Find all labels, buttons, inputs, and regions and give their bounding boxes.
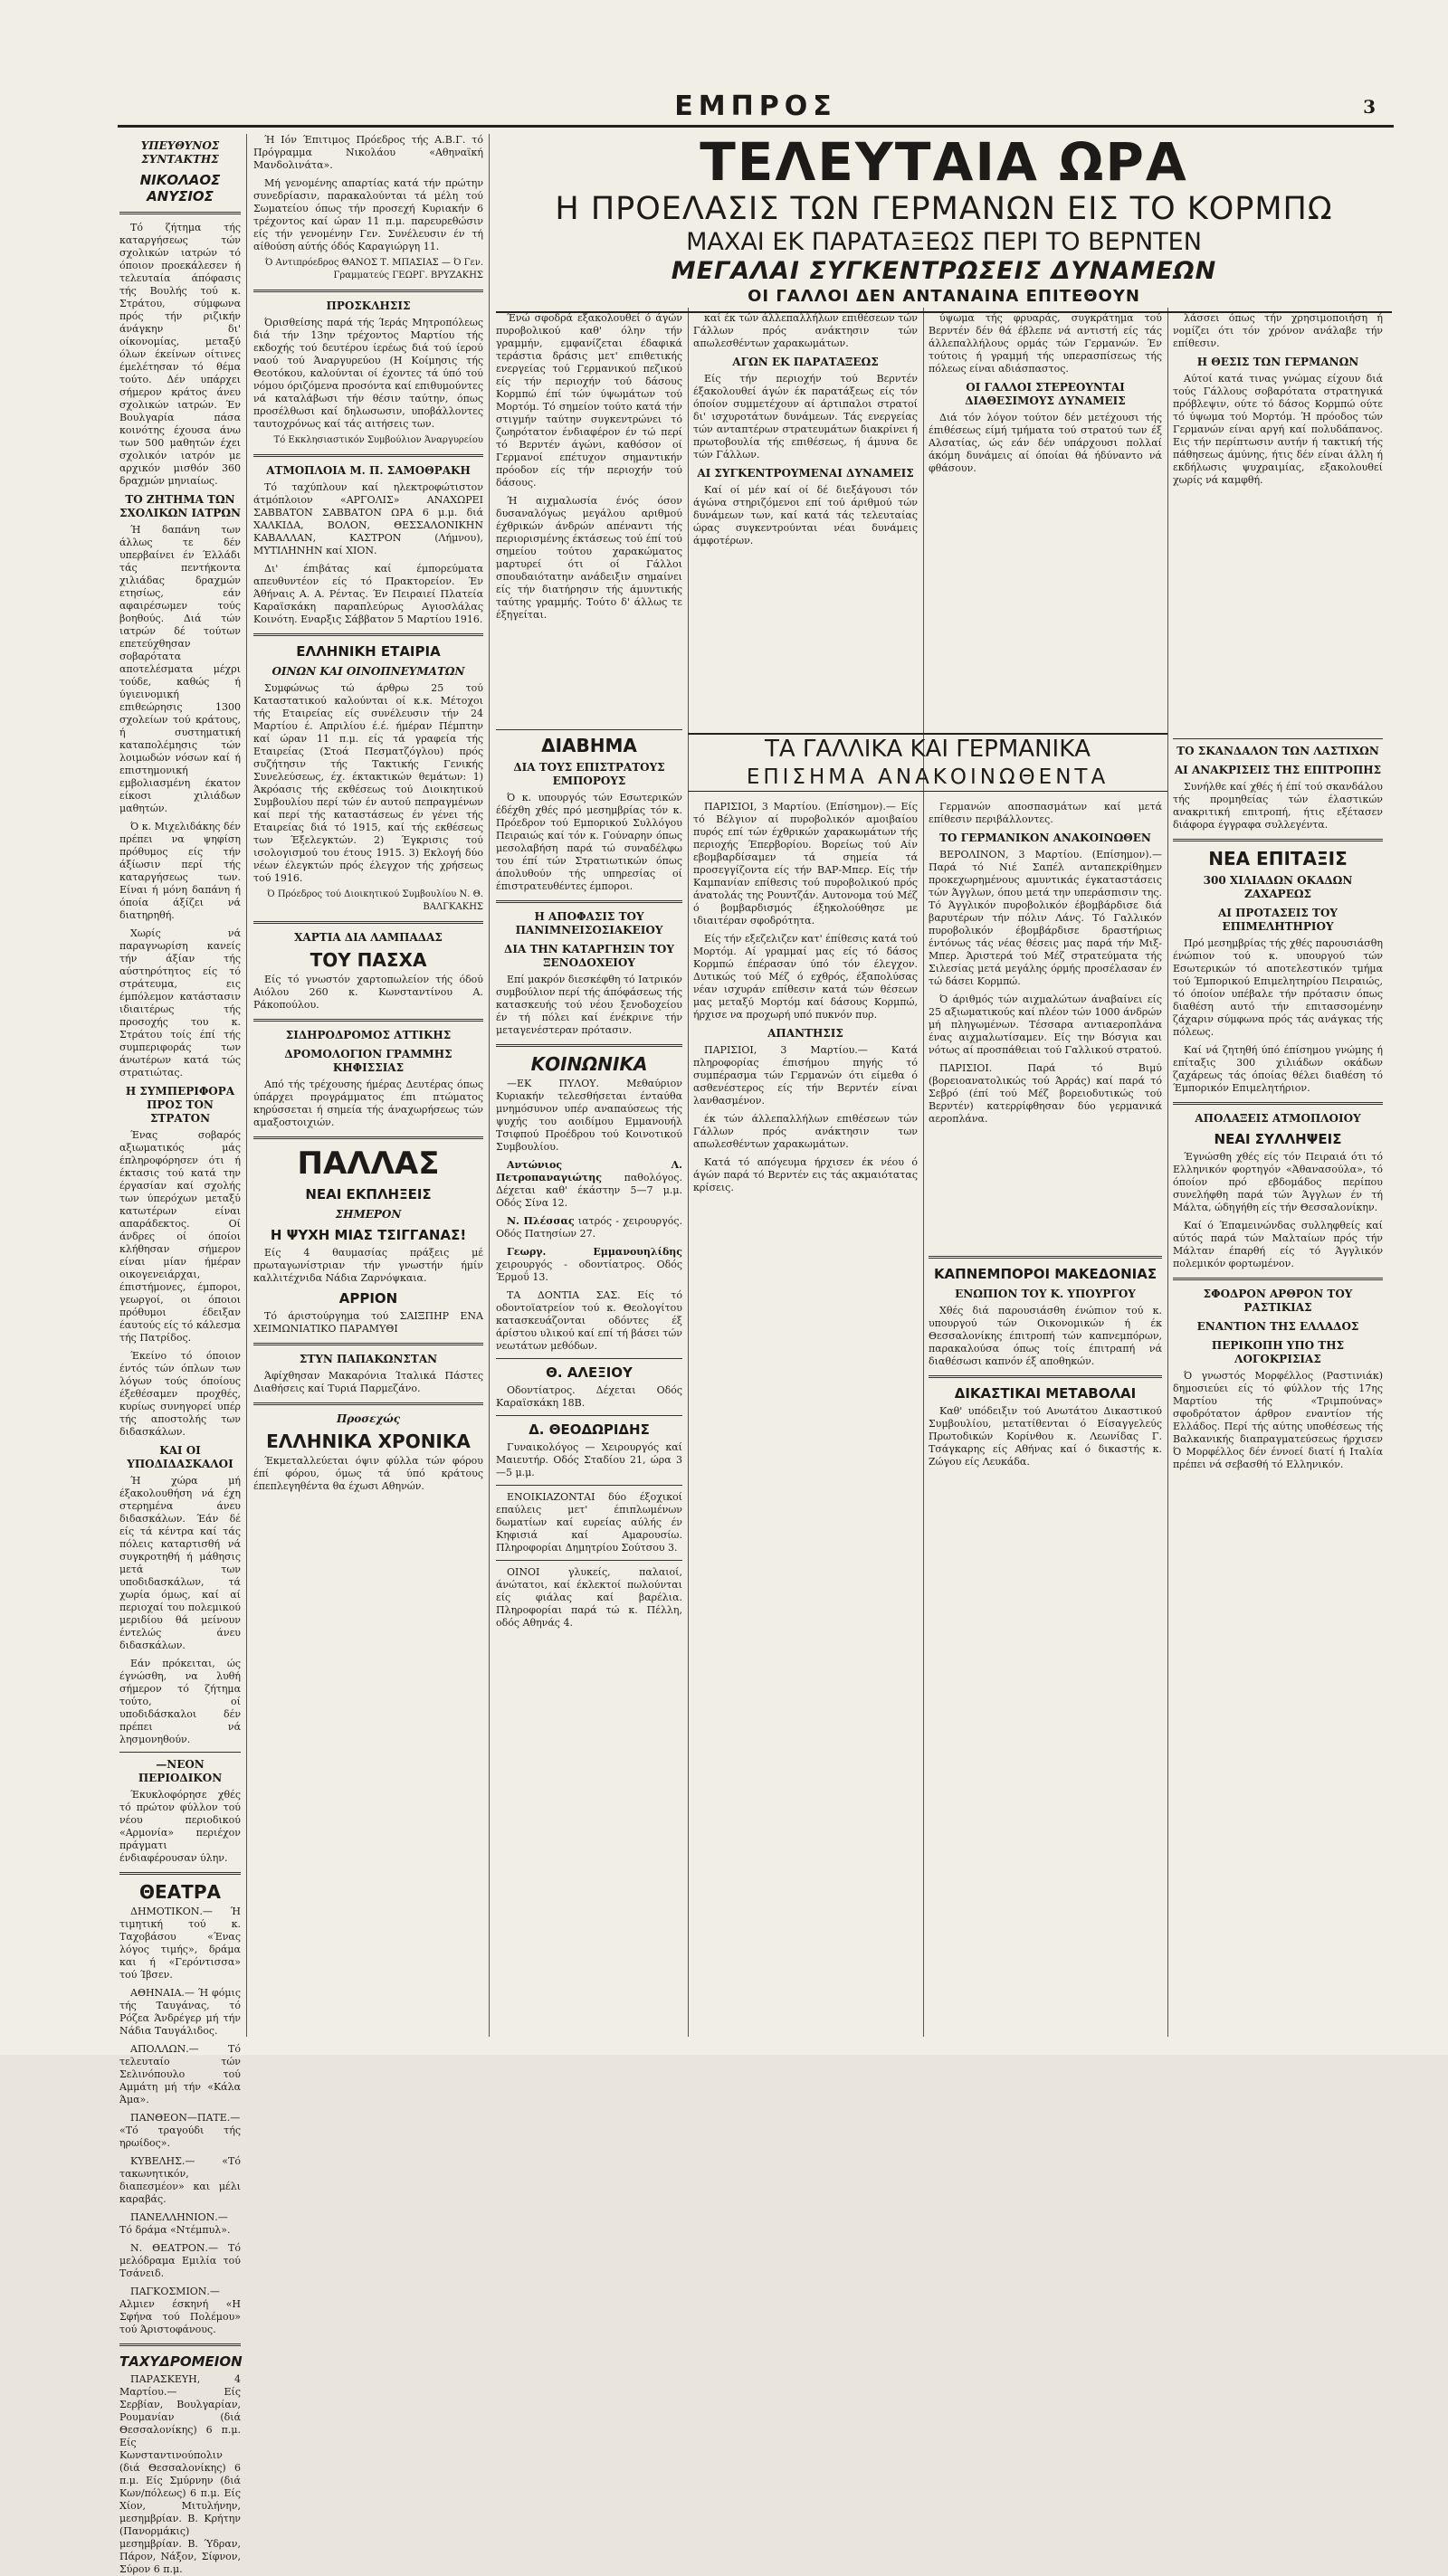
paragraph: Όρισθείσης παρά τής Ίεράς Μητροπόλεως διά τήν 13ην τρέχοντος Μαρτίου τής εκδοχής τού δευτέρου ίερέως διά τού ίερού ναού τού Άναργυρεύου (Η Κοίμησις τής Θεοτόκου, καλούνται οί έχοντες τά ύπό τού νόμου όριζόμενα προσόντα καί επιθυμούντες νά καταλάβωσι τήν θέσιν ταύτην, όπως προσέλθωσι καί δηλωσωσιν, υποβάλλοντες ταυτοχρόνως καί τάς αιτήσεις των.	[253, 317, 483, 430]
paragraph: Γυναικολόγος — Χειρουργός καί Μαιευτήρ. Οδός Σταδίου 21, ώρα 3—5 μ.μ.	[496, 1441, 682, 1478]
paragraph: Έκμεταλλεύεται όψιν φύλλα τών φόρου έπί φόρου, όμως τά ύπό κράτους έπεπλεγηθέντα θα έχωσι Αθηνών.	[253, 1455, 483, 1492]
section-subheading: ΔΡΟΜΟΛΟΓΙΟΝ ΓΡΑΜΜΗΣ ΚΗΦΙΣΣΙΑΣ	[284, 1048, 452, 1074]
banner-line: ΜΑΧΑΙ ΕΚ ΠΑΡΑΤΑΞΕΩΣ ΠΕΡΙ ΤΟ ΒΕΡΝΤΕΝ	[686, 228, 1202, 256]
paragraph: Γερμανών αποσπασμάτων καί μετά επίθεσιν περιβάλλοντες.	[929, 801, 1162, 825]
communiques-column-2	[929, 801, 1162, 1235]
column-rule	[1167, 308, 1168, 2037]
column-2	[253, 134, 483, 2037]
section-heading: ΘΕΑΤΡΑ	[139, 1881, 221, 1903]
paragraph: Πρό μεσημβρίας τής χθές παρουσιάσθη ένώπιον τού κ. υπουργού τών Εσωτερικών τό αποτελεστικόν τμήμα τού Έμπορικού Επιμελητηρίου Πειραιώς, τό όποίον υπέβαλε τήν πρότασιν όπως διαθέση αυτό τήν επιτασσομένην ζάχαριν σύμφωνα πρός τάς ανάγκας τής πόλεως.	[1173, 937, 1383, 1038]
doctor-text: παθολόγος. Δέχεται καθ' έκάστην 5—7 μ.μ. Οδός Σίνα 12.	[496, 1172, 682, 1209]
paragraph: —ΕΚ ΠΥΛΟΥ. Μεθαύριον Κυριακήν τελεσθήσεται ένταύθα μνημόσυνον υπέρ αναπαύσεως τής ψυχής του αοιδίμου Εμμανουήλ Τσιφπού Προέδρου τού Κοινοτικού Συμβουλίου.	[496, 1078, 682, 1153]
paragraph: Ό άριθμός τών αιχμαλώτων άναβαίνει είς 25 αξιωματικούς καί πλέον τών 1000 άνδρών μή πληγωμένων. Τέσσαρα αντιαεροπλάνα ένας αιχμαλωτίσαμεν. Είς την Βόσγια και νότως αί προσπάθειαι τού Γαλλικού στρατού.	[929, 993, 1162, 1056]
section-heading: ΤΟ ΣΚΑΝΔΑΛΟΝ ΤΩΝ ΛΑΣΤΙΧΩΝ	[1176, 745, 1379, 757]
paragraph: Οδοντίατρος. Δέχεται Οδός Καραϊσκάκη 18Β.	[496, 1384, 682, 1409]
section-heading: ΤΟ ΓΕΡΜΑΝΙΚΟΝ ΑΝΑΚΟΙΝΩΘΕΝ	[939, 832, 1151, 844]
section-heading: ΤΑΧΥΔΡΟΜΕΙΟΝ	[119, 2353, 243, 2370]
paragraph: Εάν πρόκειται, ώς έγνώσθη, να λυθή σήμερον τό ζήτημα τούτο, οί υποδιδάσκαλοι δέν πρέπει νά λησμονηθούν.	[119, 1658, 241, 1745]
paragraph: Καί ό Έπαμεινώνδας συλληφθείς καί αύτός παρά τών Μαλταίων πρός τήν Μάλταν έπαρθή είς τό Άγγλικόν πολεμικόν φορτωμένον.	[1173, 1220, 1383, 1269]
banner-line: Η ΠΡΟΕΛΑΣΙΣ ΤΩΝ ΓΕΡΜΑΝΩΝ ΕΙΣ ΤΟ ΚΟΡΜΠΩ	[555, 191, 1333, 227]
section-heading: ΝΕΑ ΕΠΙΤΑΞΙΣ	[1208, 848, 1348, 870]
communiques-heading	[688, 733, 1167, 792]
paragraph: ΠΑΡΙΣΙΟΙ. Παρά τό Βιμύ (βορειοανατολικώς τού Άρράς) καί παρά τό Σεβρό (έπί τού Μέζ βορειοδυτικώς τού Βερντέν) κατερρίφθησαν δύο γερμανικά αεροπλάνα.	[929, 1062, 1162, 1125]
doctor-name: Αντώνιος Λ. Πετροπαναγιώτης	[496, 1159, 682, 1183]
section-subheading: ΝΕΑΙ ΕΚΠΛΗΞΕΙΣ	[305, 1186, 432, 1202]
section-heading: ΕΛΛΗΝΙΚΗ ΕΤΑΙΡΙΑ	[296, 643, 441, 660]
list-item: ΑΘΗΝΑΙΑ.— Ή φόμις τής Ταυγάνας, τό Ρόζεα Άνδρέγερ μή τήν Νάδια Ταυγάλιδος.	[119, 1987, 241, 2037]
column-5	[1173, 733, 1383, 2036]
page-number: 3	[1363, 96, 1376, 118]
paragraph: Είς τήν εξεζελιζεν κατ' έπίθεσις κατά τού Μορτόμ. Αί γραμμαί μας είς τό δάσος Κορμπώ έπέρασαν ύπό τόν έλεγχον. Δυτικώς τού Μέζ ό εχθρός, έξαπολύσας νέαν ισχυράν επίθεσιν κατά τών θέσεων μας μεταξύ Μορτόμ καί δάσους Κορμπώ, ήρχισε να προχωρή υπό πυκνόν πυρ.	[693, 933, 918, 1021]
section-heading: Δ. ΘΕΟΔΩΡΙΔΗΣ	[529, 1421, 650, 1438]
section-heading: ΑΤΜΟΠΛΟΙΑ Μ. Π. ΣΑΜΟΘΡΑΚΗ	[266, 464, 471, 477]
section-heading: ΠΑΛΛΑΣ	[297, 1145, 440, 1182]
banner-line: ΜΕΓΑΛΑΙ ΣΥΓΚΕΝΤΡΩΣΕΙΣ ΔΥΝΑΜΕΩΝ	[671, 257, 1217, 285]
banner-line: ΟΙ ΓΑΛΛΟΙ ΔΕΝ ΑΝΤΑΝΑΙΝΑ ΕΠΙΤΕΘΟΥΝ	[496, 286, 1392, 313]
section-heading: ΟΙ ΓΑΛΛΟΙ ΣΤΕΡΕΟΥΝΤΑΙ ΔΙΑΘΕΣΙΜΟΥΣ ΔΥΝΑΜΕΙΣ	[965, 381, 1126, 407]
paragraph: Ένας σοβαρός αξιωματικός μάς έπληροφόρησεν ότι ή έκτασις τού κατά την έργασίαν καί σχολής των ύπερόχων μεταξύ κατωτέρων είναι απαράδεκτος. Οί άνδρες οί όποίοι κλήθησαν σήμερον είναι μίαν ήμέραν οικογενειάρχαι, έπιστήμονες, έμποροι, γεωργοί, οι όποιοι πρόθυμοι έδειξαν έαυτούς είς τό κάλεσμα τής Πατρίδος.	[119, 1129, 241, 1344]
section-subheading: ΔΙΑ ΤΟΥΣ ΕΠΙΣΤΡΑΤΟΥΣ ΕΜΠΟΡΟΥΣ	[513, 761, 665, 787]
paragraph: λάσσει όπως τήν χρησιμοποιήση ή νομίζει ότι τόν χρόνον ανάλαβε τήν επίθεσιν.	[1173, 312, 1383, 349]
paragraph: ΠΑΡΑΣΚΕΥΗ, 4 Μαρτίου.— Είς Σερβίαν, Βουλγαρίαν, Ρουμανίαν (διά Θεσσαλονίκης) 6 π.μ. Είς Κωνσταντινούπολιν (διά Θεσσαλονίκης) 6 π.μ. Είς Σμύρνην (διά Κων/πόλεως) 6 π.μ. Είς Χίον, Μιτυλήνην, μεσημβρίαν. Β. Κρήτην (Πανορμάκις) μεσημβρίαν. Β. Ύδραν, Πάρον, Νάξον, Σίφνον, Σύρον 6 π.μ.	[119, 2373, 241, 2575]
paragraph: Ή αιχμαλωσία ένός όσον δυσαναλόγως μεγάλου αριθμού έχθρικών άνδρών απέναντι τής περιορισμένης έκτάσεως τού έπί τού σημείου τούτου χαρακώματος μαρτυρεί ότι οί Γάλλοι σπουδαιότατην ανάδειξιν σημαίνει είς τήν διατήρησιν τής άμυντικής ταύτης γραμμής. Τούτο δ' άλλως τε έξηγείται.	[496, 495, 682, 621]
section-subheading: ΠΕΡΙΚΟΠΗ ΥΠΟ ΤΗΣ ΛΟΓΟΚΡΙΣΙΑΣ	[1211, 1339, 1345, 1365]
paragraph: Ή δαπάνη των άλλως τε δέν υπερβαίνει έν Έλλάδι τάς πεντήκοντα χιλιάδας δραχμών ετησίως, εάν αφαιρέσωμεν τούς βοηθούς. Διά τών ιατρών δέ τούτων επετεύχθησαν σοβαρότατα αποτελέσματα μέχρι τούδε, καθώς ή ύγιεινομική επιθεώρησις 1300 σχολείων τού κράτους, ή συστηματική καταπολέμησις τών λοιμωδών νόσων καί ή επιστημονική εμβολιασμένη έκατον είκοσι χιλιάδων μαθητών.	[119, 524, 241, 814]
communiques-subtitle: ΕΠΙΣΗΜΑ ΑΝΑΚΟΙΝΩΘΕΝΤΑ	[746, 765, 1110, 789]
paragraph: Διά τόν λόγον τούτον δέν μετέχουσι τής έπιθέσεως είμή τμήματα τού στρατού των έξ Αλσατίας, ώς εάν δέν υπάρχουσι πολλαί άκόμη δυνάμεις αί όποίαι θά ήδύναντο νά φθάσουν.	[929, 412, 1162, 474]
section-subheading: ΟΙΝΩΝ ΚΑΙ ΟΙΝΟΠΝΕΥΜΑΤΩΝ	[272, 665, 465, 678]
paragraph: Συμφώνως τώ άρθρω 25 τού Καταστατικού καλούνται οί κ.κ. Μέτοχοι τής Εταιρείας είς συνέλευσιν τήν 24 Μαρτίου έ. Απριλίου έ.έ. ήμέραν Πέμπτην καί ώραν 11 π.μ. είς τά γραφεία τής Εταιρείας (Στοά Πεσματζόγλου) πρός συζήτησιν τής Τακτικής Γενικής Συνελεύσεως, έχ. έκτακτικών θεμάτων: 1) Άκρόασις τής εκθέσεως τού Διοικητικού Συμβουλίου περί τών έν αυτού πεπραγμένων καί περί τής καταστάσεως έν γένει τής Εταιρείας διά τό 1915, καί τής εκθέσεως των Έξελεγκτών. 2) Έγκρισις τού ισολογισμού του έτους 1915. 3) Εκλογή δύο νέων έλεγκτών πρός έλεγχον τής χρήσεως τού 1916.	[253, 682, 483, 884]
paragraph: Τό ταχύπλουν καί ηλεκτροφώτιστον άτμόπλοιον «ΑΡΓΟΛΙΣ» ΑΝΑΧΩΡΕΙ ΣΑΒΒΑΤΟΝ ΣΑΒΒΑΤΟΝ ΩΡΑ 6 μ.μ. διά ΧΑΛΚΙΔΑ, ΒΟΛΟΝ, ΘΕΣΣΑΛΟΝΙΚΗΝ ΚΑΒΑΛΛΑΝ, ΚΑΣΤΡΟΝ (Λήμνου), ΜΥΤΙΛΗΝΗΝ καί ΧΙΟΝ.	[253, 481, 483, 556]
paragraph: Είς 4 θαυμασίας πράξεις μέ πρωταγωνίστριαν τήν γνωστήν ήμίν καλλιτέχνιδα Νάδια Ζαρνόψκαια.	[253, 1247, 483, 1284]
communiques-column-1	[693, 801, 918, 2036]
paragraph: Καί οί μέν καί οί δέ διεξάγουσι τόν άγώνα στηριζόμενοι επί τού άριθμού τών δυνάμεων των, καί κατά τάς τελευταίας ώρας συγκεντρούνται νέαι δυνάμεις άμφοτέρων.	[693, 484, 918, 547]
paragraph: Έγνώσθη χθές είς τόν Πειραιά ότι τό Ελληνικόν φορτηγόν «Άθανασούλα», τό όποίον πρό εβδομάδος περίπου συνελήφθη παρά τών Άγγλων έν τή Μάλτα, ώδηγήθη είς τήν Θεσσαλονίκην.	[1173, 1151, 1383, 1213]
paragraph: Αύτοί κατά τινας γνώμας είχουν διά τούς Γάλλους σοβαρότατα στρατηγικά πρόβλεψιν, ούτε τό δάσος Κορμπώ ούτε τό ύψωμα τού Μορτόμ. Ή πρόοδος τών Γερμανών είναι αργή καί πολυδάπανος. Εις τήν περίπτωσιν αυτήν ή τακτική τής πάθησεως άμύνης, ήτις δέν είναι άλλη ή εκδήλωσις ψυχραιμίας, εξακολουθεί χωρίς νά καμφθή.	[1173, 373, 1383, 486]
paragraph: Έκείνο τό όποιον έντός τών όπλων των λόγων τούς όποίους έξεθέσαμεν προχθές, κυρίως συνηγορεί υπέρ τής αποστολής των διδασκάλων.	[119, 1350, 241, 1438]
section-subheading: ΕΝΩΠΙΟΝ ΤΟΥ Κ. ΥΠΟΥΡΓΟΥ	[955, 1288, 1136, 1300]
paragraph: Ένώ σφοδρά εξακολουθεί ό άγών πυροβολικού καθ' όλην τήν γραμμήν, εμφανίζεται έδαφικά τεράστια δράσις μετ' επιθετικής ενεργείας τού Γερμανικού πεζικού είς τήν περιοχήν τού δάσους Κορμπώ έπί τών ύψωμάτων τού Μορτόμ. Τό σημείον τούτο κατά τήν στιγμήν ταύτην συγκεντρώνει τό ζωηρότατον ένδιαφέρον έν τώ περί τό Βερντέν άγώνι, καθόσον οί Γερμανοί επέτυχον σημαντικήν πρόοδον είς τήν περιοχήν τού δάσους.	[496, 312, 682, 489]
paragraph	[496, 1246, 682, 1284]
paragraph	[496, 1159, 682, 1210]
section-heading: ΧΑΡΤΙΑ ΔΙΑ ΛΑΜΠΑΔΑΣ	[294, 931, 443, 944]
column-rule	[688, 308, 689, 2037]
section-heading: ΣΙΔΗΡΟΔΡΟΜΟΣ ΑΤΤΙΚΗΣ	[285, 1029, 452, 1041]
paragraph: Τό άριστούργημα τού ΣΑΙΞΠΗΡ ΕΝΑ ΧΕΙΜΩΝΙΑΤΙΚΟ ΠΑΡΑΜΥΘΙ	[253, 1310, 483, 1335]
section-heading: Η ΨΥΧΗ ΜΙΑΣ ΤΣΙΓΓΑΝΑΣ!	[270, 1227, 467, 1243]
side-heading: ΤΟ ΖΗΤΗΜΑ ΤΩΝ ΣΧΟΛΙΚΩΝ ΙΑΤΡΩΝ	[119, 493, 241, 519]
paragraph: Καθ' υπόδειξιν τού Ανωτάτου Δικαστικού Συμβουλίου, μετατίθενται ό Είσαγγελεύς Πρωτοδικών Κορίνθου κ. Λεωνίδας Γ. Τσάγκαρης είς Αθήνας καί ό δικαστής κ. Ζώγου είς Λευκάδα.	[929, 1405, 1162, 1468]
column-rule	[923, 308, 924, 2037]
paragraph: Ό κ. υπουργός τών Εσωτερικών έδέχθη χθές πρό μεσημβρίας τόν κ. Πρόεδρον τού Εμπορικού Συλλόγου Πειραιώς καί τόν κ. Γούναρην όπως μεσολαβήση παρά τώ συναδέλφω του έπί τών Στρατιωτικών όπως άπολυθούν τής υπηρεσίας οί έπιστρατευθέντες έμποροι.	[496, 792, 682, 892]
paragraph: Καί νά ζητηθή ύπό έπίσημου γνώμης ή επίταξις 300 χιλιάδων οκάδων ζαχάρεως τάς όποίας θέλει διαθέση τό Έμπορικόν Επιμελητήριον.	[1173, 1044, 1383, 1094]
paragraph: Είς τήν περιοχήν τού Βερντέν έξακολουθεί άγών έκ παρατάξεως είς τόν όποίον συμμετέχουν αί άρτιπαλοι στρατοί δι' ισχυροτάτων δυνάμεων. Τάς ενεργείας τών ανταπτέρων στρατευμάτων διακρίνει ή πρωτοβουλία τής επιθέσεως, ή άμυνα δε τών Γάλλων.	[693, 373, 918, 461]
section-subheading: Προσεχώς	[336, 1412, 401, 1425]
war-column-4	[1173, 312, 1383, 724]
doctor-name: Γεωργ. Εμμανουηλίδης	[507, 1246, 682, 1258]
section-heading: ΤΟΥ ΠΑΣΧΑ	[310, 949, 427, 971]
list-item: ΚΥΒΕΛΗΣ.— «Τό τακωνητικόν, διαπεσμέον» και μέλι καραβάς.	[119, 2155, 241, 2205]
banner-headline: ΤΕΛΕΥΤΑΙΑ ΩΡΑ	[700, 131, 1188, 193]
section-subheading: 300 ΧΙΛΙΑΔΩΝ ΟΚΑΔΩΝ ΖΑΧΑΡΕΩΣ	[1203, 874, 1353, 900]
paragraph: Ή Ιόν Έπιτιμος Πρόεδρος τής Α.Β.Γ. τό Πρόγραμμα Νικολάου «Αθηναϊκή Μανδολινάτα».	[253, 134, 483, 171]
paragraph: ύψωμα τής φρυαράς, συγκράτημα τού Βερντέν δέν θά έβλεπε νά αντιστή είς τάς άλλεπαλλήλους ορμάς τών Γερμανών. Έν τούτοις ή γραμμή τής υπερασπίσεως τής πόλεως είναι αδιάσπαστος.	[929, 312, 1162, 375]
list-item: Ν. ΘΕΑΤΡΟΝ.— Τό μελόδραμα Εμιλία τού Τσάνειδ.	[119, 2242, 241, 2279]
paragraph: ΒΕΡΟΛΙΝΟΝ, 3 Μαρτίου. (Επίσημον).— Παρά τό Νιέ Σαπέλ ανταπεκρίθημεν προκεχωρημένους αμυντικάς έγκαταστάσεις τών Άγγλων, όπου μετά την υπεράσπισιν της. Τό Άγγλικόν πυροβολικόν έβομβάρδισε διά βαρυτέρων τήν πόλιν Λάνς. Τό Γαλλικόν πυροβολικόν έβομβάρδισε δραστήριως έντόνως τάς νέας θέσεις μας παρά τήν Μιξ-Μπερ. Άριστερά τού Μέζ στρατεύματα τής Σιλεσίας μετά μεγάλης όρμής προσέλασαν έν τώ δάσει Κορμπώ.	[929, 849, 1162, 987]
section-subheading: ΔΙΑ ΤΗΝ ΚΑΤΑΡΓΗΣΙΝ ΤΟΥ ΞΕΝΟΔΟΧΕΙΟΥ	[504, 943, 674, 969]
list-item: ΑΠΟΛΛΩΝ.— Τό τελευταίο τών Σελινόπουλο τού Αμμάτη μή τήν «Κάλα Άμα».	[119, 2043, 241, 2105]
editor-name: ΝΙΚΟΛΑΟΣ ΑΝΥΣΙΟΣ	[139, 172, 221, 204]
column-1	[119, 134, 243, 2575]
doctor-text: ιατρός - χειρουργός. Οδός Πατησίων 27.	[496, 1215, 683, 1240]
doctor-text: χειρουργός - οδοντίατρος. Οδός Έρμοΰ 13.	[496, 1259, 682, 1283]
section-subheading: ΑΙ ΑΝΑΚΡΙΣΕΙΣ ΤΗΣ ΕΠΙΤΡΟΠΗΣ	[1174, 764, 1382, 776]
section-heading: ΑΡΡΙΟΝ	[338, 1290, 398, 1307]
paragraph	[496, 1215, 682, 1240]
column-rule	[489, 134, 490, 2037]
section-heading: —ΝΕΟΝ ΠΕΡΙΟΔΙΚΟΝ	[138, 1758, 223, 1784]
section-heading: Θ. ΑΛΕΞΙΟΥ	[546, 1364, 633, 1381]
paragraph: ΟΙΝΟΙ γλυκείς, παλαιοί, άνώτατοι, καί έκλεκτοί πωλούνται είς φιάλας καί βαρέλια. Πληροφορίαι παρά τώ κ. Πέλλη, οδός Αθηνάς 4.	[496, 1566, 682, 1629]
signature: Τό Εκκλησιαστικόν Συμβούλιον Άναργυρείου	[273, 435, 483, 445]
paragraph: Επί μακρόν διεσκέφθη τό Ιατρικόν συμβούλιον περί τής άπόφάσεως τής κατασκευής τού νέου ξενοδοχείου έν τή πόλει καί ένέκρινε τήν μεταγενέστεραν πρότασιν.	[496, 974, 682, 1036]
section-heading: Η ΘΕΣΙΣ ΤΩΝ ΓΕΡΜΑΝΩΝ	[1196, 356, 1359, 368]
list-item: ΠΑΓΚΟΣΜΙΟΝ.— Αλμιεν έσκηνή «Η Σφήνα τού Πολέμου» τού Άριστοφάνους.	[119, 2286, 241, 2335]
section-heading: ΑΙ ΣΥΓΚΕΝΤΡΟΥΜΕΝΑΙ ΔΥΝΑΜΕΙΣ	[697, 467, 914, 480]
paragraph: Χθές διά παρουσιάσθη ένώπιον τού κ. υπουργού τών Οικονομικών ή έκ Θεσσαλονίκης έπιτροπή τών καπνεμπόρων, παρακαλούσα όπως τοίς έπιτραπή νά διαθέσωσι καπνόν έξ αποθηκών.	[929, 1305, 1162, 1367]
section-heading: ΑΠΑΝΤΗΣΙΣ	[767, 1027, 843, 1040]
paragraph: Έκυκλοφόρησε χθές τό πρώτον φύλλον τού νέου περιοδικού «Αρμονία» περιέχον πράγματι ένδιαφέρουσαν ύλην.	[119, 1789, 241, 1864]
signature: Ό Αντιπρόεδρος ΘΑΝΟΣ Τ. ΜΠΑΣΙΑΣ — Ό Γεν. Γραμματεύς ΓΕΩΡΓ. ΒΡΥΖΑΚΗΣ	[264, 258, 483, 280]
paragraph: Ό γνωστός Μορφέλλος (Ραστινιάκ) δημοσιεύει είς τό φύλλον τής 17ης Μαρτίου τής «Τριμπούνας» σφοδρότατον άρθρον εναντίον τής Ελλάδος. Περί τής αύτης υποθέσεως τής Βαλκανικής διαπραγματεύσεως ήρχισεν Ό Μορφέλλος δέν έννοεί διατί ή Ιταλία πρέπει νά σεβασθή τό Ελληνικόν.	[1173, 1370, 1383, 1470]
paragraph: καί έκ τών άλλεπαλλήλων επιθέσεων τών Γάλλων πρός ανάκτησιν τών απωλεσθέντων χαρακωμάτων.	[693, 312, 918, 349]
paragraph: Ή χώρα μή έξακολουθήση νά έχη στερημένα άνευ διδασκάλων. Έάν δέ είς τά κέντρα καί τάς πόλεις καταρτισθή νά συγκροτηθή ή μάθησις μετά των υποδιδασκάλων, τά χωρία όμως, καί αί περιοχαί του πολεμικού μεριδίου θά μείνουν έντελώς άνευ διδασκάλων.	[119, 1475, 241, 1651]
list-item: ΠΑΝΕΛΛΗΝΙΟΝ.— Τό δράμα «Ντέμπυλ».	[119, 2211, 231, 2236]
section-heading: ΑΓΩΝ ΕΚ ΠΑΡΑΤΑΞΕΩΣ	[732, 356, 879, 368]
section-heading: ΚΑΠΝΕΜΠΟΡΟΙ ΜΑΚΕΔΟΝΙΑΣ	[933, 1266, 1157, 1282]
section-heading: ΚΟΙΝΩΝΙΚΑ	[530, 1053, 648, 1075]
paragraph: Είς τό γνωστόν χαρτοπωλείον τής όδού Αιόλου 260 κ. Κωνσταντίνου Α. Ράκοπούλου.	[253, 974, 483, 1011]
paragraph: Κατά τό απόγευμα ήρχισεν έκ νέου ό άγών παρά τό Βερντέν εις τάς ακμαιότατας κρίσεις.	[693, 1156, 918, 1193]
paragraph: Μή γενομένης απαρτίας κατά τήν πρώτην συνεδρίασιν, παρακαλούνται τά μέλη τού Σωματείου όπως τήν προσεχή Κυριακήν 6 τρέχοντος καί ώραν 11 π.μ. παρευρεθώσιν είς τήν γενομένην Γεν. Συνέλευσιν έν τή αίθούση αύτής όδός Καραγιώργη 11.	[253, 177, 483, 252]
section-heading: ΠΡΟΣΚΛΗΣΙΣ	[326, 299, 411, 312]
section-heading: Η ΑΠΟΦΑΣΙΣ ΤΟΥ ΠΑΝΙΜΝΕΙΣΟΣΙΑΚΕΙΟΥ	[515, 910, 663, 936]
paragraph: Χωρίς νά παραγνωρίση κανείς τήν άξίαν τής αύστηρότητος είς τό στράτευμα, εις έμπόλεμον κατάστασιν ιδιαιτέρως τής προσοχής του κ. Στράτου τοίς έπί τής συμπεριφοράς των άνωτέρων κατά τώς στρατιώτας.	[119, 927, 241, 1079]
paragraph: ΕΝΟΙΚΙΑΖΟΝΤΑΙ δύο έξοχικοί επαύλεις μετ' έπιπλωμένων δωματίων καί ευρείας αύλής έν Κηφισιά καί Αμαρουσίω. Πληροφορίαι Δημητρίου Σούτσου 3.	[496, 1491, 682, 1554]
list-item: ΔΗΜΟΤΙΚΟΝ.— Ή τιμητική τού κ. Ταχοβάσου «Ένας λόγος τιμής», δράμα και ή «Γερόντισσα» τού Ίβσεν.	[119, 1906, 241, 1981]
doctor-name: Ν. Πλέσσας	[507, 1215, 575, 1227]
war-column-1	[496, 312, 682, 715]
section-heading: ΕΛΛΗΝΙΚΑ ΧΡΟΝΙΚΑ	[266, 1431, 471, 1452]
paragraph: Συνήλθε καί χθές ή έπί τού σκανδάλου τής προμηθείας τών έλαστικών ανακριτική επιτροπή, ήτις εξέτασεν διάφορα έγγραφα συλλεγέντα.	[1173, 781, 1383, 831]
paragraph: Τό ζήτημα τής καταργήσεως τών σχολικών ιατρών τό όποιον προεκάλεσεν ή τελευταία άπόφασις τής Βουλής τού κ. Στράτου, σύμφωνα πρός τήν ριζικήν άνάγκην δι' οίκονομίας, μεταξύ όλων έκείνων οίτινες έμελέτησαν τό θέμα τούτο. Δέν υπάρχει σήμερον κράτος άνευ σχολικών ιατρών. Έν Βουλγαρία πάσα κοινότης έχουσα άνω των 500 μαθητών έχει σχολικόν ιατρόν με αρχικόν μισθόν 360 δραχμών μηνιαίως.	[119, 222, 241, 487]
paragraph: Ό κ. Μιχελιδάκης δέν πρέπει να ψηφίση πρόθυμος είς τήν άξίωσιν περί τής καταργήσεως των. Είναι ή μόνη δαπάνη ή όποία άξίζει νά διατηρηθή.	[119, 821, 241, 921]
section-heading: ΣΦΟΔΡΟΝ ΑΡΘΡΟΝ ΤΟΥ ΡΑΣΤΙΚΙΑΣ	[1203, 1288, 1353, 1314]
list-item: ΠΑΝΘΕΟΝ—ΠΑΤΕ.— «Τό τραγούδι τής ηρωίδος».	[119, 2112, 241, 2149]
paragraph: ΤΑ ΔΟΝΤΙΑ ΣΑΣ. Είς τό οδοντοϊατρείον τού κ. Θεολογίτου κατασκευάζονται οδόντες έξ άρίστου υλικού καί επί τή βάσει τών νεωτάτων μεθόδων.	[496, 1289, 682, 1352]
communiques-title: ΤΑ ΓΑΛΛΙΚΑ ΚΑΙ ΓΕΡΜΑΝΙΚΑ	[764, 736, 1091, 763]
section-subheading: ΝΕΑΙ ΣΥΛΛΗΨΕΙΣ	[1214, 1131, 1342, 1147]
section-heading: ΔΙΚΑΣΤΙΚΑΙ ΜΕΤΑΒΟΛΑΙ	[954, 1385, 1137, 1402]
column-rule	[246, 134, 247, 2037]
section-subheading: ΣΗΜΕΡΟΝ	[335, 1208, 402, 1221]
section-heading: ΣΤΥΝ ΠΑΠΑΚΩΝΣΤΑΝ	[299, 1353, 438, 1365]
paragraph: Άφίχθησαν Μακαρόνια Ίταλικά Πάστες Διαθήσεις καί Τυριά Παρμεζάνο.	[253, 1370, 483, 1394]
masthead	[118, 90, 1394, 128]
war-column-2	[693, 312, 918, 715]
middle-column	[496, 724, 682, 2036]
bottom-right-column	[929, 1249, 1162, 2036]
paragraph: ΠΑΡΙΣΙΟΙ, 3 Μαρτίου. (Επίσημον).— Είς τό Βέλγιον αί πυροβολικόν αμοιβαίου πυρός επί τών έχθρικών χαρακωμάτων τής περιοχής Έπερβορίου. Βορείως τού Αίν εβομβαρδίσαμεν τά σημεία τά προσεγγίζοντα είς τήν ΒΑΡ-Μπερ. Είς τήν Καμπανίαν επίθεσις τού πυροβολικού πρός άνατολάς της Ρουντζάν. Αυτονομα τού Μέζ ό βομβαρδισμός έξηκολούθησε με ιδιαιτέραν σφοδρότητα.	[693, 801, 918, 927]
banner	[496, 131, 1392, 313]
editor-title: ΥΠΕΥΘΥΝΟΣ ΣΥΝΤΑΚΤΗΣ	[140, 139, 220, 166]
section-subheading: ΕΝΑΝΤΙΟΝ ΤΗΣ ΕΛΛΑΔΟΣ	[1196, 1320, 1359, 1333]
paragraph: Δι' έπιβάτας καί έμπορεύματα απευθυντέον είς τό Πρακτορείον. Έν Άθήναις Α. Α. Ρέντας. Έν Πειραιεί Πλατεία Καραϊσκάκη παραπλεύρως Αγιοσλάλας Κοινότη. Εναρξις Σάββατον 5 Μαρτίου 1916.	[253, 563, 483, 625]
side-heading: Η ΣΥΜΠΕΡΙΦΟΡΑ ΠΡΟΣ ΤΟΝ ΣΤΡΑΤΟΝ	[125, 1085, 235, 1125]
section-heading: ΑΠΟΛΑΞΕΙΣ ΑΤΜΟΠΛΟΙΟΥ	[1195, 1112, 1361, 1125]
paragraph: Από τής τρέχουσης ήμέρας Δευτέρας όπως ύπάρχει προγράμματος έπι πτώματος κηρύσσεται ή σημεία τής άναχωρήσεως τών αμαξοστοιχιών.	[253, 1079, 483, 1128]
paper-name: ΕΜΠΡΟΣ	[674, 90, 837, 122]
side-heading: ΚΑΙ ΟΙ ΥΠΟΔΙΔΑΣΚΑΛΟΙ	[127, 1444, 233, 1470]
paragraph: έκ τών άλλεπαλλήλων επιθέσεων τών Γάλλων πρός ανάκτησιν των απωλεσθέντων χαρακωμάτων.	[693, 1113, 918, 1150]
paragraph: ΠΑΡΙΣΙΟΙ, 3 Μαρτίου.— Κατά πληροφορίας έπισήμου πηγής τό συμπέρασμα τών Γερμανών ότι είμεθα ό ασθενέστερος είς τήν Βερντέν είναι λανθασμένον.	[693, 1044, 918, 1107]
war-column-3	[929, 312, 1162, 715]
section-subheading: ΑΙ ΠΡΟΤΑΣΕΙΣ ΤΟΥ ΕΠΙΜΕΛΗΤΗΡΙΟΥ	[1217, 907, 1338, 933]
section-heading: ΔΙΑΒΗΜΑ	[541, 735, 637, 756]
signature: Ό Πρόεδρος τού Διοικητικού Συμβουλίου Ν. Θ. ΒΑΛΓΚΑΚΗΣ	[267, 889, 483, 912]
